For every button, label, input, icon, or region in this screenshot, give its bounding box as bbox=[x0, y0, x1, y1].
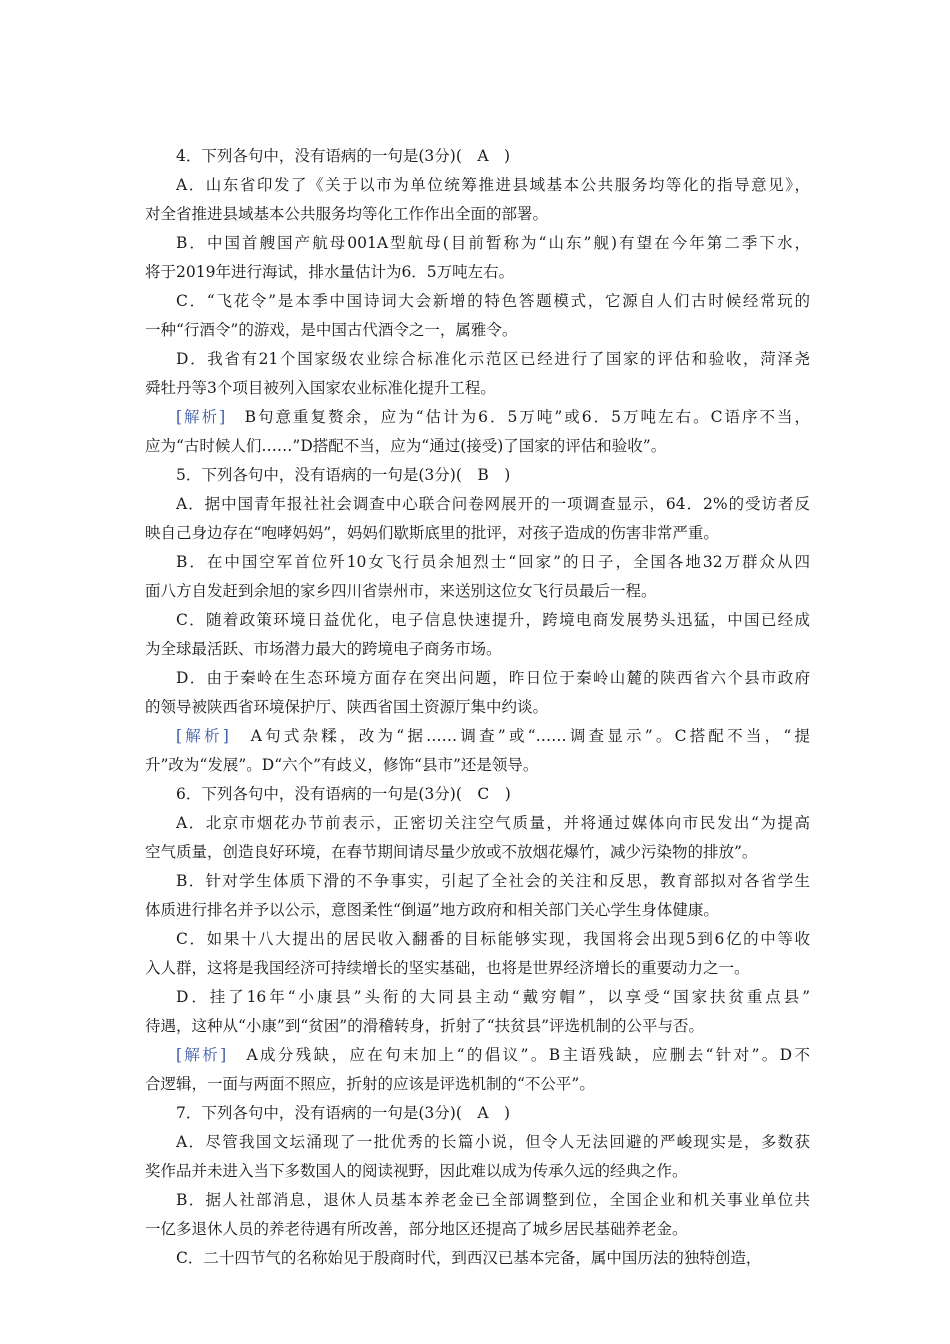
answer-option bbox=[145, 664, 810, 722]
answer-option bbox=[145, 983, 810, 1041]
line-text: 的领导被陕西省环境保护厅、陕西省国土资源厅集中约谈。 bbox=[145, 698, 549, 716]
text-line bbox=[145, 577, 810, 606]
analysis-paragraph bbox=[145, 722, 810, 780]
text-line bbox=[145, 751, 810, 780]
text-line bbox=[145, 1186, 810, 1215]
analysis-tag: [解析] bbox=[176, 1046, 227, 1064]
line-text: B．中国首艘国产航母001A型航母(目前暂称为“山东”舰)有望在今年第二季下水， bbox=[176, 234, 810, 252]
line-text: 7．下列各句中，没有语病的一句是(3分)( A ) bbox=[176, 1104, 511, 1122]
analysis-paragraph bbox=[145, 403, 810, 461]
line-text: 合逻辑，一面与两面不照应，折射的应该是评选机制的“不公平”。 bbox=[145, 1075, 595, 1093]
text-line bbox=[145, 200, 810, 229]
answer-option bbox=[145, 809, 810, 867]
text-line bbox=[145, 403, 810, 432]
text-line bbox=[145, 1099, 810, 1128]
question-stem bbox=[145, 1099, 810, 1128]
line-text: 5．下列各句中，没有语病的一句是(3分)( B ) bbox=[176, 466, 511, 484]
line-text: B．针对学生体质下滑的不争事实，引起了全社会的关注和反思，教育部拟对各省学生 bbox=[176, 872, 810, 890]
line-text: 舜牡丹等3个项目被列入国家农业标准化提升工程。 bbox=[145, 379, 496, 397]
text-line bbox=[145, 809, 810, 838]
answer-option bbox=[145, 1244, 810, 1273]
line-text: C．二十四节气的名称始见于殷商时代，到西汉已基本完备，属中国历法的独特创造， bbox=[176, 1249, 762, 1267]
text-line bbox=[145, 925, 810, 954]
answer-option bbox=[145, 171, 810, 229]
text-line bbox=[145, 142, 810, 171]
line-text: 空气质量，创造良好环境，在春节期间请尽量少放或不放烟花爆竹，减少污染物的排放”。 bbox=[145, 843, 758, 861]
line-text: D．挂了16年“小康县”头衔的大同县主动“戴穷帽”，以享受“国家扶贫重点县” bbox=[176, 988, 810, 1006]
text-line bbox=[145, 461, 810, 490]
answer-option bbox=[145, 345, 810, 403]
answer-option bbox=[145, 548, 810, 606]
text-line bbox=[145, 490, 810, 519]
text-line bbox=[145, 1157, 810, 1186]
line-text: 奖作品并未进入当下多数国人的阅读视野，因此难以成为传承久远的经典之作。 bbox=[145, 1162, 688, 1180]
text-line bbox=[145, 606, 810, 635]
line-text: D．由于秦岭在生态环境方面存在突出问题，昨日位于秦岭山麓的陕西省六个县市政府 bbox=[176, 669, 810, 687]
line-text: A．尽管我国文坛涌现了一批优秀的长篇小说，但令人无法回避的严峻现实是，多数获 bbox=[176, 1133, 810, 1151]
answer-option bbox=[145, 229, 810, 287]
text-line bbox=[145, 374, 810, 403]
answer-option bbox=[145, 867, 810, 925]
text-line bbox=[145, 635, 810, 664]
line-text: 6．下列各句中，没有语病的一句是(3分)( C ) bbox=[176, 785, 511, 803]
text-line bbox=[145, 867, 810, 896]
question-stem bbox=[145, 461, 810, 490]
line-text: C．随着政策环境日益优化，电子信息快速提升，跨境电商发展势头迅猛，中国已经成 bbox=[176, 611, 810, 629]
text-line bbox=[145, 432, 810, 461]
text-line bbox=[145, 171, 810, 200]
text-line bbox=[145, 287, 810, 316]
analysis-paragraph bbox=[145, 1041, 810, 1099]
line-text: 入人群，这将是我国经济可持续增长的坚实基础，也将是世界经济增长的重要动力之一。 bbox=[145, 959, 750, 977]
line-text: 4．下列各句中，没有语病的一句是(3分)( A ) bbox=[176, 147, 511, 165]
answer-option bbox=[145, 1186, 810, 1244]
line-text: A．北京市烟花办节前表示，正密切关注空气质量，并将通过媒体向市民发出“为提高 bbox=[176, 814, 810, 832]
analysis-tag: [解析] bbox=[176, 727, 229, 745]
line-text: 为全球最活跃、市场潜力最大的跨境电子商务市场。 bbox=[145, 640, 502, 658]
line-text: 应为“古时候人们……”D搭配不当，应为“通过(接受)了国家的评估和验收”。 bbox=[145, 437, 667, 455]
text-line bbox=[145, 258, 810, 287]
line-text: A句式杂糅，改为“据……调查”或“……调查显示”。C搭配不当，“提 bbox=[228, 727, 810, 745]
text-line bbox=[145, 780, 810, 809]
text-line bbox=[145, 722, 810, 751]
analysis-tag: [解析] bbox=[176, 408, 226, 426]
line-text: A．据中国青年报社社会调查中心联合问卷网展开的一项调查显示，64．2%的受访者反 bbox=[176, 495, 810, 513]
text-line bbox=[145, 519, 810, 548]
line-text: 升”改为“发展”。D“六个”有歧义，修饰“县市”还是领导。 bbox=[145, 756, 539, 774]
text-line bbox=[145, 1070, 810, 1099]
line-text: 面八方自发赶到余旭的家乡四川省崇州市，来送别这位女飞行员最后一程。 bbox=[145, 582, 657, 600]
line-text: 映自己身边存在“咆哮妈妈”，妈妈们歇斯底里的批评，对孩子造成的伤害非常严重。 bbox=[145, 524, 719, 542]
line-text: B．据人社部消息，退休人员基本养老金已全部调整到位，全国企业和机关事业单位共 bbox=[176, 1191, 810, 1209]
text-line bbox=[145, 664, 810, 693]
question-stem bbox=[145, 780, 810, 809]
text-line bbox=[145, 983, 810, 1012]
line-text: C．“飞花令”是本季中国诗词大会新增的特色答题模式，它源自人们古时候经常玩的 bbox=[176, 292, 810, 310]
answer-option bbox=[145, 287, 810, 345]
answer-option bbox=[145, 490, 810, 548]
text-line bbox=[145, 1244, 810, 1273]
line-text: 一种“行酒令”的游戏，是中国古代酒令之一，属雅令。 bbox=[145, 321, 518, 339]
answer-option bbox=[145, 1128, 810, 1186]
line-text: 一亿多退休人员的养老待遇有所改善，部分地区还提高了城乡居民基础养老金。 bbox=[145, 1220, 688, 1238]
text-line bbox=[145, 345, 810, 374]
text-line bbox=[145, 838, 810, 867]
line-text: C．如果十八大提出的居民收入翻番的目标能够实现，我国将会出现5到6亿的中等收 bbox=[176, 930, 810, 948]
line-text: 待遇，这种从“小康”到“贫困”的滑稽转身，折射了“扶贫县”评选机制的公平与否。 bbox=[145, 1017, 705, 1035]
text-line bbox=[145, 954, 810, 983]
line-text: A．山东省印发了《关于以市为单位统筹推进县域基本公共服务均等化的指导意见》， bbox=[176, 176, 810, 194]
answer-option bbox=[145, 925, 810, 983]
text-line bbox=[145, 1128, 810, 1157]
text-line bbox=[145, 229, 810, 258]
document-body bbox=[145, 142, 810, 1273]
text-line bbox=[145, 1041, 810, 1070]
line-text: 将于2019年进行海试，排水量估计为6．5万吨左右。 bbox=[145, 263, 515, 281]
text-line bbox=[145, 316, 810, 345]
text-line bbox=[145, 548, 810, 577]
line-text: A成分残缺，应在句末加上“的倡议”。B主语残缺，应删去“针对”。D不 bbox=[226, 1046, 810, 1064]
answer-option bbox=[145, 606, 810, 664]
text-line bbox=[145, 693, 810, 722]
line-text: B句意重复赘余，应为“估计为6．5万吨”或6．5万吨左右。C语序不当， bbox=[225, 408, 810, 426]
text-line bbox=[145, 896, 810, 925]
question-stem bbox=[145, 142, 810, 171]
text-line bbox=[145, 1012, 810, 1041]
line-text: D．我省有21个国家级农业综合标准化示范区已经进行了国家的评估和验收，菏泽尧 bbox=[176, 350, 810, 368]
line-text: 对全省推进县域基本公共服务均等化工作作出全面的部署。 bbox=[145, 205, 549, 223]
line-text: 体质进行排名并予以公示，意图柔性“倒逼”地方政府和相关部门关心学生身体健康。 bbox=[145, 901, 719, 919]
line-text: B．在中国空军首位歼10女飞行员余旭烈士“回家”的日子，全国各地32万群众从四 bbox=[176, 553, 810, 571]
text-line bbox=[145, 1215, 810, 1244]
